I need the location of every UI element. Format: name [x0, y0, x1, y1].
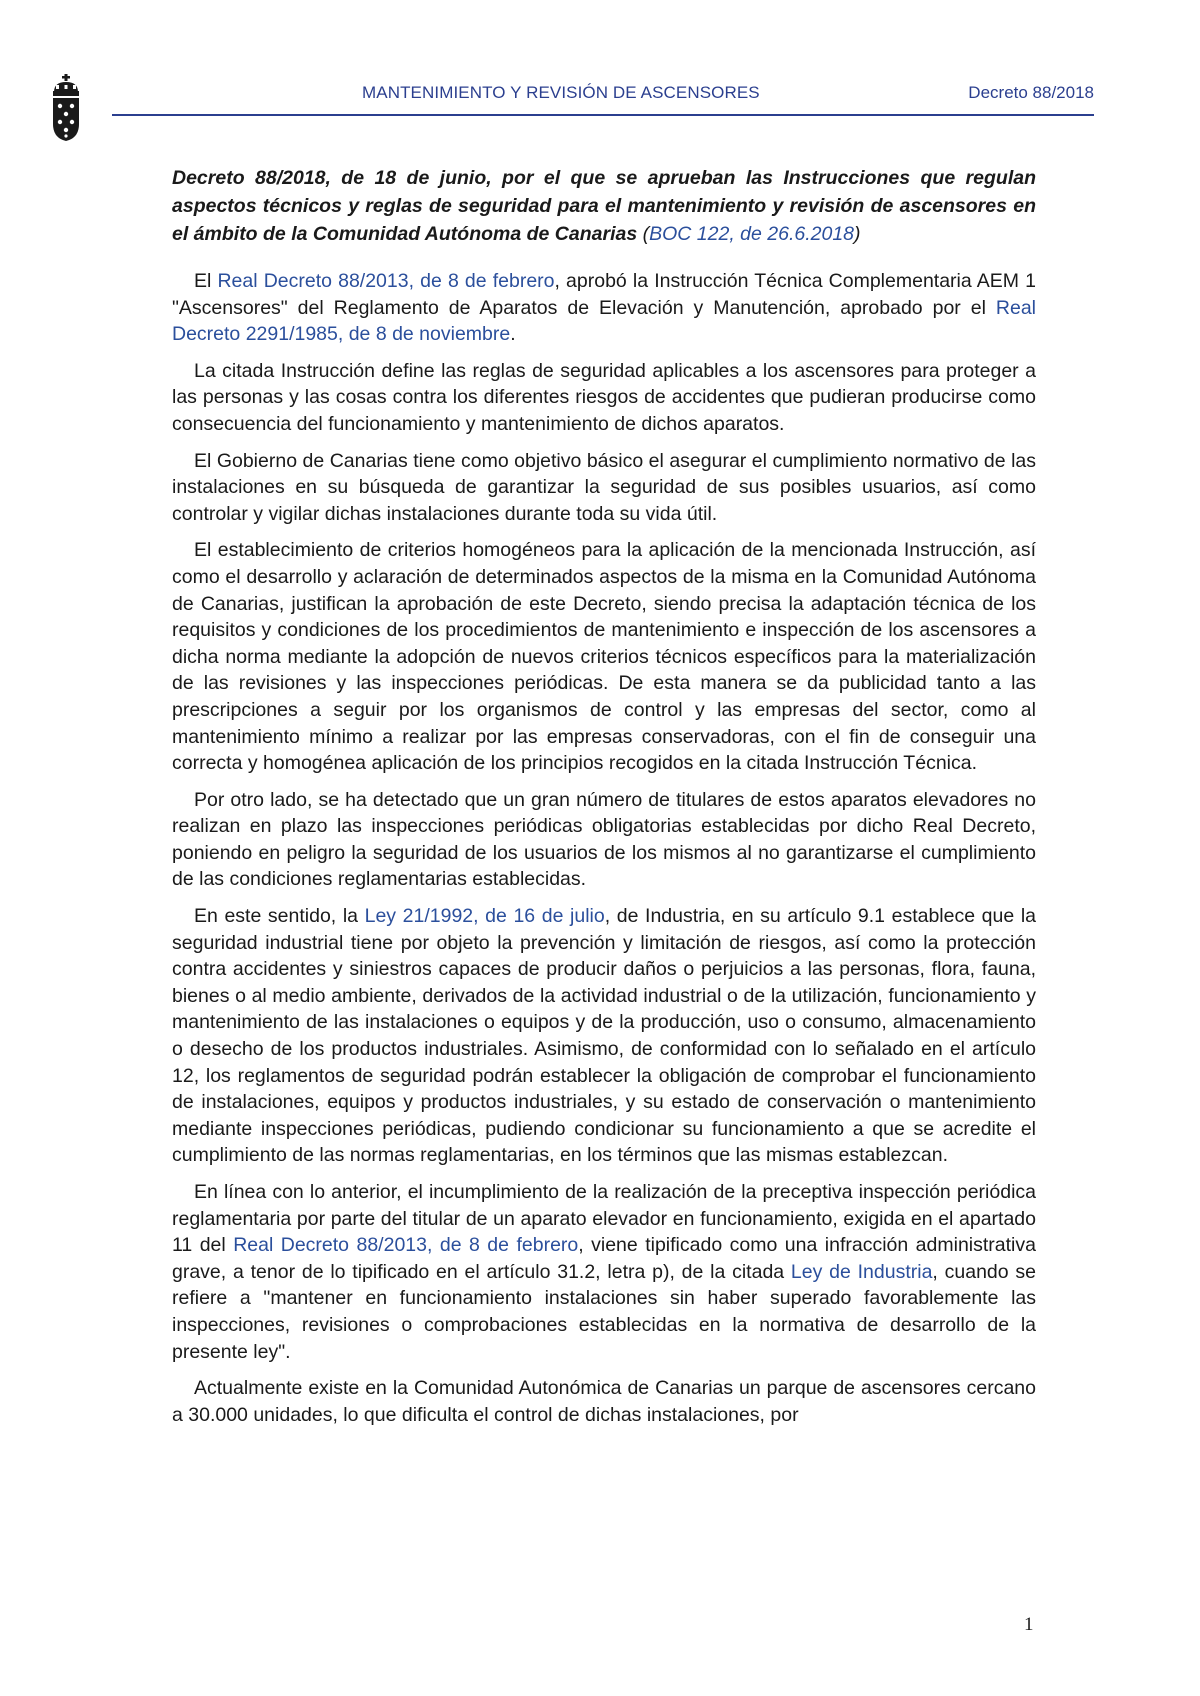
- paragraph-text: , cuando se refiere a "mantener en funcionamiento instalaciones sin haber superado favorablemente las inspecciones, revisiones o comprobaciones establecidas en la normativa de desarrollo de la presente ley".: [172, 1260, 1036, 1363]
- legal-reference-link[interactable]: Ley de Industria: [790, 1260, 933, 1283]
- body-paragraph: [172, 903, 1036, 1169]
- title-close-paren: ): [854, 223, 861, 245]
- document-title: [172, 164, 1036, 248]
- paragraph-text: Por otro lado, se ha detectado que un gran número de titulares de estos aparatos elevadores no realizan en plazo las inspecciones periódicas obligatorias establecidas por dicho Real Decreto, poniendo en peligro la seguridad de los usuarios de los mismos al no garantizarse el cumplimiento de las condiciones reglamentarias establecidas.: [172, 788, 1036, 891]
- paragraph-text: Actualmente existe en la Comunidad Autonómica de Canarias un parque de ascensores cercano a 30.000 unidades, lo que dificulta el control de dichas instalaciones, por: [172, 1377, 1036, 1426]
- boc-link[interactable]: BOC 122, de 26.6.2018: [649, 223, 855, 245]
- paragraph-text: El Gobierno de Canarias tiene como objetivo básico el asegurar el cumplimiento normativo de las instalaciones en su búsqueda de garantizar la seguridad de sus posibles usuarios, así como controlar y vigilar dichas instalaciones durante toda su vida útil.: [172, 449, 1036, 525]
- paragraph-text: .: [510, 323, 516, 346]
- header-title: MANTENIMIENTO Y REVISIÓN DE ASCENSORES: [362, 83, 760, 102]
- title-open-paren: (: [642, 223, 650, 245]
- body-paragraph: [172, 1375, 1036, 1428]
- paragraph-text: , de Industria, en su artículo 9.1 establece que la seguridad industrial tiene por objeto la prevención y limitación de riesgos, así como la protección contra accidentes y siniestros capaces de producir daños o perjuicios a las personas, flora, fauna, bienes o al medio ambiente, derivados de la actividad industrial o de la utilización, funcionamiento y mantenimiento de las instalaciones o equipos y de la producción, uso o consumo, almacenamiento o desecho de los productos industriales. Asimismo, de conformidad con lo señalado en el artículo 12, los reglamentos de seguridad podrán establecer la obligación de comprobar el funcionamiento de instalaciones, equipos y productos industriales, y su estado de conservación o mantenimiento mediante inspecciones periódicas, pudiendo condicionar su funcionamiento a que se acredite el cumplimiento de las normas reglamentarias, en los términos que las mismas establezcan.: [172, 905, 1037, 1167]
- paragraph-text: La citada Instrucción define las reglas de seguridad aplicables a los ascensores para proteger a las personas y las cosas contra los diferentes riesgos de accidentes que pudieran producirse como consecuencia del funcionamiento y mantenimiento de dichos aparatos.: [172, 359, 1036, 435]
- paragraph-text: , viene tipificado como una infracción administrativa grave, a tenor de lo tipificado en el artículo 31.2, letra p), de la citada: [172, 1234, 1036, 1283]
- paragraph-text: En línea con lo anterior, el incumplimiento de la realización de la preceptiva inspección periódica reglamentaria por parte del titular de un aparato elevador en funcionamiento, exigida en el apartado 11 del: [172, 1181, 1036, 1257]
- paragraph-text: , aprobó la Instrucción Técnica Complementaria AEM 1 "Ascensores" del Reglamento de Aparatos de Elevación y Manutención, aprobado por el: [172, 270, 1036, 319]
- page-header: [112, 78, 1094, 116]
- body-paragraph: [172, 787, 1036, 893]
- legal-reference-link[interactable]: Real Decreto 88/2013, de 8 de febrero: [233, 1234, 579, 1257]
- page-number: 1: [1024, 1614, 1034, 1635]
- paragraph-text: En este sentido, la: [194, 905, 365, 928]
- paragraph-list: [172, 268, 1036, 1428]
- body-paragraph: [172, 268, 1036, 348]
- canarias-coat-of-arms-icon: [50, 74, 82, 142]
- legal-reference-link[interactable]: Ley 21/1992, de 16 de julio: [364, 905, 605, 928]
- legal-reference-link[interactable]: Real Decreto 2291/1985, de 8 de noviembre: [172, 296, 1036, 346]
- document-title-text: Decreto 88/2018, de 18 de junio, por el que se aprueban las Instrucciones que regulan aspectos técnicos y reglas de seguridad para el mantenimiento y revisión de ascensores en el ámbito de la Comunidad Autónoma de Canarias: [172, 167, 1036, 245]
- body-paragraph: [172, 448, 1036, 528]
- document-body: [172, 164, 1036, 1438]
- body-paragraph: [172, 1179, 1036, 1365]
- header-decree-number: Decreto 88/2018: [968, 83, 1094, 102]
- body-paragraph: [172, 358, 1036, 438]
- paragraph-text: El: [194, 270, 218, 292]
- legal-reference-link[interactable]: Real Decreto 88/2013, de 8 de febrero: [217, 270, 555, 292]
- paragraph-text: El establecimiento de criterios homogéneos para la aplicación de la mencionada Instrucción, así como el desarrollo y aclaración de determinados aspectos de la misma en la Comunidad Autónoma de Canarias, justifican la aprobación de este Decreto, siendo precisa la adaptación técnica de los requisitos y condiciones de los procedimientos de mantenimiento e inspección de los ascensores a dicha norma mediante la adopción de nuevos criterios técnicos específicos para la materialización de las revisiones y las inspecciones periódicas. De esta manera se da publicidad tanto a las prescripciones a seguir por los organismos de control y las empresas del sector, como al mantenimiento mínimo a realizar por las empresas conservadoras, con el fin de conseguir una correcta y homogénea aplicación de los principios recogidos en la citada Instrucción Técnica.: [172, 539, 1036, 775]
- body-paragraph: [172, 537, 1036, 776]
